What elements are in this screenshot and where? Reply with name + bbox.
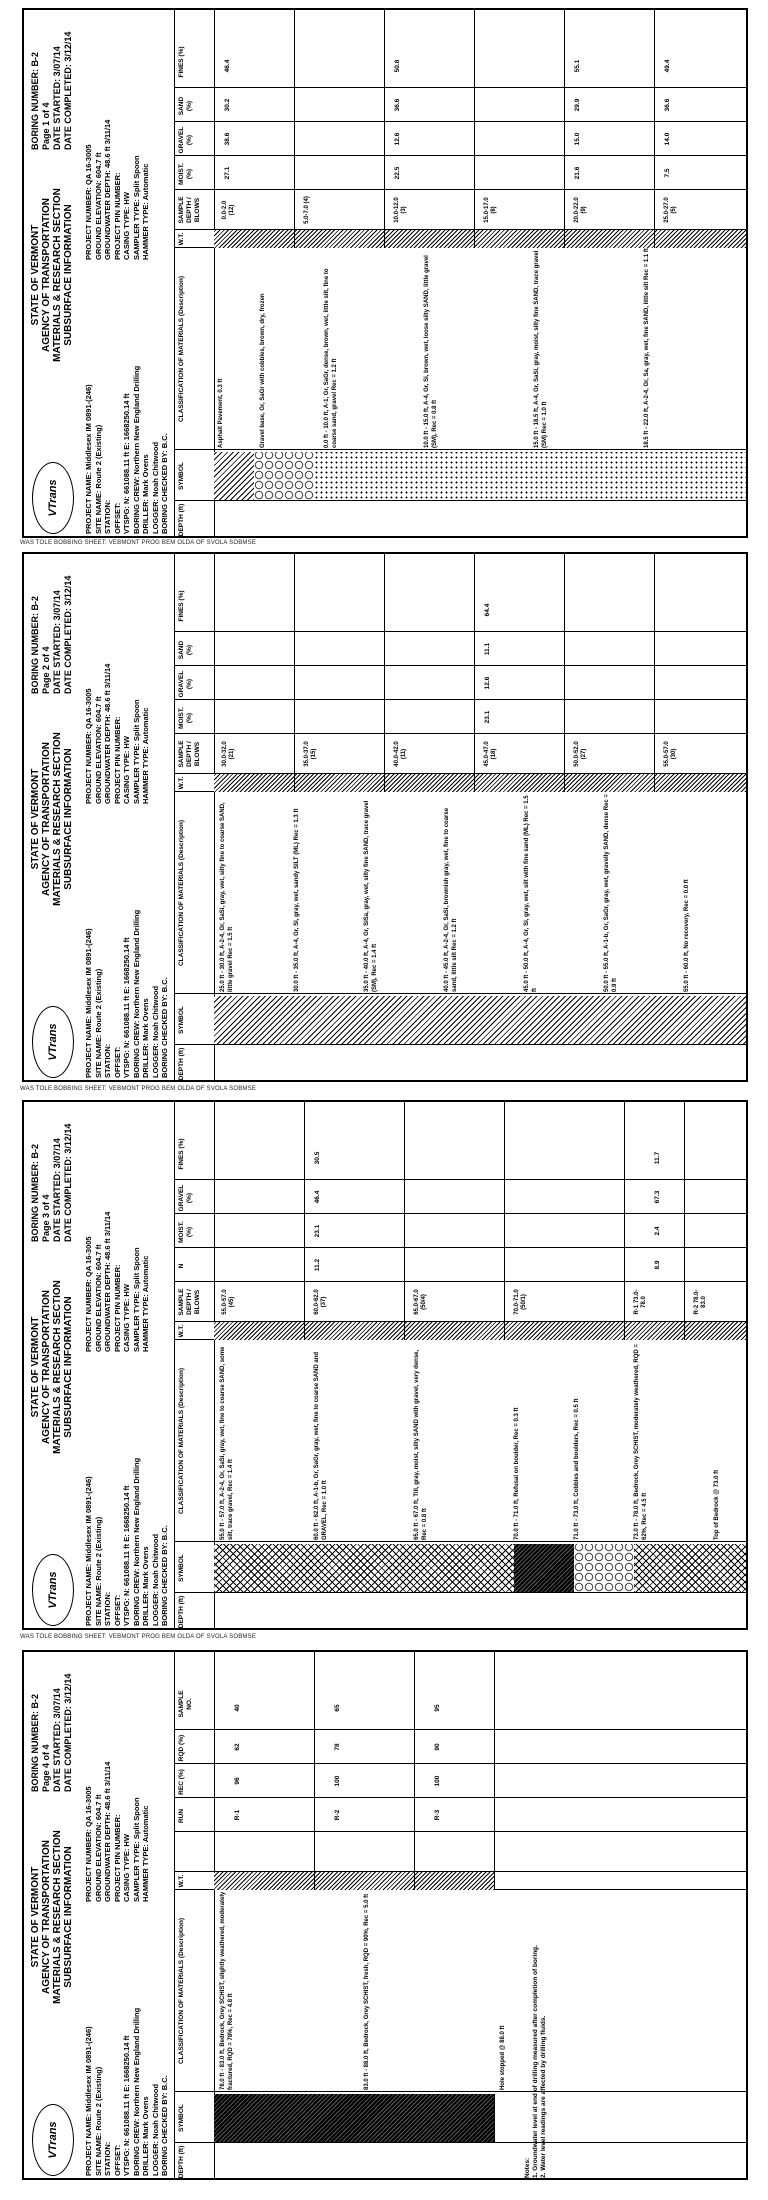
sample-label: 65.0-67.0 (50/4) — [414, 1289, 427, 1315]
project-info: PROJECT NAME: Middlesex IM 0891-(246) SITE NAME: Route 2 (Existing) STATION: OFFSET: VTSPG: N: 661088.11 ft E: 1668250.14 ft BORING CREW: Northern New England Drilling DRILLER: Mark Ovens LOGGER: Noah Chitwood BORING CHECKED BY: B.C. — [84, 909, 169, 1078]
sheet-header — [24, 1102, 175, 1630]
lab-value: 49.4 — [664, 59, 671, 73]
layer-description: 45.0 ft - 50.0 ft, A-4, Gr, Si, gray, wet, silt with fine sand (ML) Rec = 1.5 ft — [524, 795, 538, 992]
sample-label: 35.0-37.0 (15) — [304, 741, 317, 767]
rock-rec: 100 — [434, 1775, 441, 1787]
lab-value: 27.1 — [224, 166, 231, 180]
lab-value: 46.4 — [224, 59, 231, 73]
lab-value: 14.0 — [664, 132, 671, 146]
sample-label: 30.0-32.0 (21) — [222, 741, 235, 767]
layer-description: 55.0 ft - 60.0 ft, No recovery, Rec = 0.0 ft — [684, 879, 690, 992]
lab-value: 46.4 — [314, 1190, 321, 1204]
layer-description: Asphalt Pavement, 0.3 ft — [218, 378, 224, 448]
sheet-footer: WAS TOLE BOBBING SHEET: VEBMONT PROG BEM OLDA OF SVOLA SOBMSE — [20, 1634, 257, 1640]
rock-rec: 96 — [234, 1777, 241, 1785]
sample-label: 25.0-27.0 (5) — [664, 197, 677, 223]
vtrans-logo: VTrans — [32, 1554, 74, 1626]
notes-block: Notes: 1. Groundwater level at end of drilling measured after completion of boring. 2. Water level readings are affected by drilling fluids. — [524, 1945, 547, 2178]
rock-sample: 65 — [334, 1704, 341, 1712]
sample-label: R-2 78.0-83.0 — [694, 1289, 707, 1315]
layer-description: 18.5 ft - 22.0 ft, A-2-4, Gr, Sa, gray, wet, fine SAND, little silt Rec = 1.1 ft — [644, 248, 650, 448]
boulder-symbol — [574, 1544, 635, 1592]
sample-label: 55.0-57.0 (30) — [664, 741, 677, 767]
lab-value: 12.6 — [394, 132, 401, 146]
lab-value: 8.9 — [654, 1260, 661, 1270]
log-body — [214, 1102, 748, 1630]
rock-rqd: 90 — [434, 1743, 441, 1751]
report-title: STATE OF VERMONT AGENCY OF TRANSPORTATION MATERIALS & RESEARCH SECTION SUBSURFACE INFORMATION — [30, 1830, 74, 2004]
lab-value: 22.5 — [394, 166, 401, 180]
log-sheet-3 — [22, 1100, 748, 1630]
rock-sample: 95 — [434, 1704, 441, 1712]
log-sheet-2 — [22, 552, 748, 1082]
bedrock-symbol — [634, 1544, 748, 1592]
column-headers: DEPTH (ft) SYMBOL CLASSIFICATION OF MATERIALS (Description) W.T. RUN REC (%) RQD (%) SAMPLE NO. — [174, 1652, 215, 2180]
layer-description: Gravel base, Gr, SaGr with cobbles, brown, dry, frozen — [260, 293, 266, 448]
log-sheet-1 — [22, 8, 748, 538]
lab-value: 30.5 — [314, 1151, 321, 1165]
sheet-footer: WAS TOLE BOBBING SHEET: VEBMONT PROG BEM OLDA OF SVOLA SOBMSE — [20, 540, 257, 546]
lab-value: 50.8 — [394, 59, 401, 73]
project-info: PROJECT NAME: Middlesex IM 0891-(246) SITE NAME: Route 2 (Existing) STATION: OFFSET: VTSPG: N: 661088.11 ft E: 1668250.14 ft BORING CREW: Northern New England Drilling DRILLER: Mark Ovens LOGGER: Noah Chitwood BORING CHECKED BY: B.C. — [84, 2007, 169, 2176]
boring-id-block: BORING NUMBER: B-2 Page 1 of 4 DATE STARTED: 3/07/14 DATE COMPLETED: 3/12/14 — [30, 31, 73, 150]
sample-label: 20.0-22.0 (9) — [574, 197, 587, 223]
lab-value: 15.0 — [574, 132, 581, 146]
rock-rqd: 78 — [334, 1743, 341, 1751]
boring-info: PROJECT NUMBER: QA 16-3005 GROUND ELEVATION: 604.7 ft GROUNDWATER DEPTH: 48.6 ft 3/11/14 PROJECT PIN NUMBER: CASING TYPE: HW SAMPLER TYPE: Split Spoon HAMMER TYPE: Automatic — [84, 1211, 150, 1352]
layer-description: 25.0 ft - 30.0 ft, A-2-4, Gr, SaSi, gray, wet, silty fine to coarse SAND, little gravel Rec = 1.5 ft — [220, 802, 234, 992]
column-headers: DEPTH (ft) SYMBOL CLASSIFICATION OF MATERIALS (Description) W.T. SAMPLE DEPTH / BLOWS MOIST. (%) GRAVEL (%) SAND (%) FINES (%) — [174, 10, 215, 538]
log-sheet-4 — [22, 1650, 748, 2180]
column-headers: DEPTH (ft) SYMBOL CLASSIFICATION OF MATERIALS (Description) W.T. SAMPLE DEPTH / BLOWS MOIST. (%) GRAVEL (%) SAND (%) FINES (%) — [174, 554, 215, 1082]
sheet-footer: WAS TOLE BOBBING SHEET: VEBMONT PROG BEM OLDA OF SVOLA SOBMSE — [20, 1086, 257, 1092]
layer-description: 55.0 ft - 57.0 ft, A-2-4, Gr, SaSi, gray, wet, fine to coarse SAND, some silt, trace gravel, Rec = 1.4 ft — [220, 1346, 234, 1540]
lab-value: 12.6 — [484, 676, 491, 690]
report-title: STATE OF VERMONT AGENCY OF TRANSPORTATION MATERIALS & RESEARCH SECTION SUBSURFACE INFORMATION — [30, 188, 74, 362]
layer-description: 71.0 ft - 73.0 ft, Cobbles and boulders, Rec = 0.5 ft — [574, 1398, 580, 1540]
water-table-column — [214, 1322, 748, 1340]
log-body — [214, 554, 748, 1082]
sheet-header — [24, 10, 175, 538]
sample-label: 70.0-71.0 (50/1) — [514, 1289, 527, 1315]
sheet-header — [24, 1652, 175, 2180]
project-info: PROJECT NAME: Middlesex IM 0891-(246) SITE NAME: Route 2 (Existing) STATION: OFFSET: VTSPG: N: 661088.11 ft E: 1668250.14 ft BORING CREW: Northern New England Drilling DRILLER: Mark Ovens LOGGER: Noah Chitwood BORING CHECKED BY: B.C. — [84, 1457, 169, 1626]
layer-description: 70.0 ft - 71.0 ft, Refusal on boulder, Rec = 0.3 ft — [514, 1407, 520, 1540]
lab-value: 21.6 — [574, 166, 581, 180]
layer-description: 83.0 ft - 88.0 ft, Bedrock, Grey SCHIST, fresh, RQD = 90%, Rec = 5.0 ft — [364, 1893, 370, 2090]
lab-value: 11.2 — [314, 1258, 321, 1272]
sheet-header — [24, 554, 175, 1082]
sample-label: 10.0-12.0 (3) — [394, 197, 407, 223]
vtrans-logo: VTrans — [32, 2104, 74, 2176]
report-title: STATE OF VERMONT AGENCY OF TRANSPORTATION MATERIALS & RESEARCH SECTION SUBSURFACE INFORMATION — [30, 732, 74, 906]
rock-rec: 100 — [334, 1775, 341, 1787]
layer-description: 0.0 ft - 10.0 ft, A-1, Gr, SaGr, dense, brown, wet, little silt, fine to coarse sand, gravel Rec = 1.2 ft — [324, 268, 338, 448]
boring-info: PROJECT NUMBER: QA 16-3005 GROUND ELEVATION: 604.7 ft GROUNDWATER DEPTH: 48.6 ft 3/11/14 PROJECT PIN NUMBER: CASING TYPE: HW SAMPLER TYPE: Split Spoon HAMMER TYPE: Automatic — [84, 1761, 150, 1902]
lab-value: 67.3 — [654, 1190, 661, 1204]
layer-description: 65.0 ft - 67.0 ft, Till, gray, moist, silty SAND with gravel, very dense, Rec = 0.8 ft — [414, 1349, 428, 1540]
lab-value: 7.5 — [664, 168, 671, 178]
layer-description: 30.0 ft - 35.0 ft, A-4, Gr, Si, gray, wet, sandy SILT (ML) Rec = 1.3 ft — [294, 808, 300, 992]
layer-description: 78.0 ft - 83.0 ft, Bedrock, Grey SCHIST, slightly weathered, moderately fractured, RQD = 78%, Rec = 4.8 ft — [220, 1891, 234, 2090]
log-body — [214, 10, 748, 538]
rock-rqd: 62 — [234, 1743, 241, 1751]
sample-label: 55.0-57.0 (45) — [222, 1289, 235, 1315]
sample-label: 45.0-47.0 (18) — [484, 741, 497, 767]
boring-info: PROJECT NUMBER: QA 16-3005 GROUND ELEVATION: 604.7 ft GROUNDWATER DEPTH: 48.6 ft 3/11/14 PROJECT PIN NUMBER: CASING TYPE: HW SAMPLER TYPE: Split Spoon HAMMER TYPE: Automatic — [84, 663, 150, 804]
log-body — [214, 1652, 748, 2180]
layer-description: 15.0 ft - 18.5 ft, A-4, Gr, SaSi, gray, moist, silty fine SAND, trace gravel (SM) Rec = 1.0 ft — [534, 250, 548, 448]
sample-label: R-1 73.0-78.0 — [634, 1289, 647, 1315]
boring-info: PROJECT NUMBER: QA 16-3005 GROUND ELEVATION: 604.7 ft GROUNDWATER DEPTH: 48.6 ft 3/11/14 PROJECT PIN NUMBER: CASING TYPE: HW SAMPLER TYPE: Split Spoon HAMMER TYPE: Automatic — [84, 119, 150, 260]
lab-value: 38.6 — [224, 132, 231, 146]
lab-value: 11.7 — [654, 1151, 661, 1165]
lab-value: 11.1 — [484, 642, 491, 656]
pavement-symbol — [214, 452, 255, 500]
till-symbol — [514, 1544, 575, 1592]
termination-note: Hole stopped @ 88.0 ft — [500, 2025, 506, 2090]
sand-symbol — [314, 452, 748, 500]
sample-label: 40.0-42.0 (11) — [394, 741, 407, 767]
lab-value: 2.4 — [654, 1226, 661, 1236]
rock-run: R-1 — [234, 1809, 241, 1821]
sample-label: 15.0-17.0 (8) — [484, 197, 497, 223]
lab-value: 23.1 — [484, 710, 491, 724]
bedrock-symbol — [214, 2094, 495, 2142]
layer-description: Top of Bedrock @ 73.0 ft — [714, 1469, 720, 1540]
vtrans-logo: VTrans — [32, 1006, 74, 1078]
rock-sample: 40 — [234, 1704, 241, 1712]
lab-value: 23.1 — [314, 1224, 321, 1238]
vtrans-logo: VTrans — [32, 462, 74, 534]
gravel-symbol — [254, 452, 315, 500]
column-headers: DEPTH (ft) SYMBOL CLASSIFICATION OF MATERIALS (Description) W.T. SAMPLE DEPTH / BLOWS N MOIST. (%) GRAVEL (%) FINES (%) — [174, 1102, 215, 1630]
lab-value: 64.4 — [484, 603, 491, 617]
boring-id-block: BORING NUMBER: B-2 Page 3 of 4 DATE STARTED: 3/07/14 DATE COMPLETED: 3/12/14 — [30, 1123, 73, 1242]
lab-value: 36.6 — [394, 98, 401, 112]
lab-value: 36.6 — [664, 98, 671, 112]
sample-label: 50.0-52.0 (27) — [574, 741, 587, 767]
report-title: STATE OF VERMONT AGENCY OF TRANSPORTATION MATERIALS & RESEARCH SECTION SUBSURFACE INFORMATION — [30, 1280, 74, 1454]
project-info: PROJECT NAME: Middlesex IM 0891-(246) SITE NAME: Route 2 (Existing) STATION: OFFSET: VTSPG: N: 661088.11 ft E: 1668250.14 ft BORING CREW: Northern New England Drilling DRILLER: Mark Ovens LOGGER: Noah Chitwood BORING CHECKED BY: B.C. — [84, 365, 169, 534]
lab-value: 29.9 — [574, 98, 581, 112]
layer-description: 50.0 ft - 55.0 ft, A-1-b, Gr, SaGr, gray, wet, gravelly SAND, dense Rec = 0.9 ft — [604, 794, 618, 992]
rock-run: R-3 — [434, 1809, 441, 1821]
rock-run: R-2 — [334, 1809, 341, 1821]
layer-description: 73.0 ft - 78.0 ft, Bedrock, Grey SCHIST, moderately weathered, RQD = 62%, Rec = 4.5 ft — [634, 1344, 648, 1540]
sand-gravel-symbol — [214, 1544, 515, 1592]
boring-id-block: BORING NUMBER: B-2 Page 2 of 4 DATE STARTED: 3/07/14 DATE COMPLETED: 3/12/14 — [30, 575, 73, 694]
lab-value: 55.1 — [574, 59, 581, 73]
water-table-column — [214, 1872, 494, 1890]
lab-value: 30.2 — [224, 98, 231, 112]
boring-id-block: BORING NUMBER: B-2 Page 4 of 4 DATE STARTED: 3/07/14 DATE COMPLETED: 3/12/14 — [30, 1673, 73, 1792]
layer-description: 60.0 ft - 62.0 ft, A-1-b, Gr, SaGr, gray, wet, fine to coarse SAND and GRAVEL, Rec = 1.0 ft — [314, 1351, 328, 1540]
layer-description: 35.0 ft - 40.0 ft, A-4, Gr, SiSa, gray, wet, silty fine SAND, trace gravel (SM), Rec = 1.4 ft — [364, 800, 378, 992]
sample-label: 0.0-2.0 (12) — [222, 200, 235, 220]
sample-label: 60.0-62.0 (37) — [314, 1289, 327, 1315]
layer-description: 40.0 ft - 45.0 ft, A-2-4, Gr, SaSi, brownish gray, wet, fine to coarse sand, little silt Rec = 1.2 ft — [444, 807, 458, 992]
sample-label: 5.0-7.0 (4) — [304, 196, 310, 224]
layer-description: 10.0 ft - 15.0 ft, A-4, Gr, Si, brown, wet, loose silty SAND, little gravel (SM), Rec = 0.8 ft — [424, 255, 438, 448]
silty-sand-symbol — [214, 996, 748, 1044]
